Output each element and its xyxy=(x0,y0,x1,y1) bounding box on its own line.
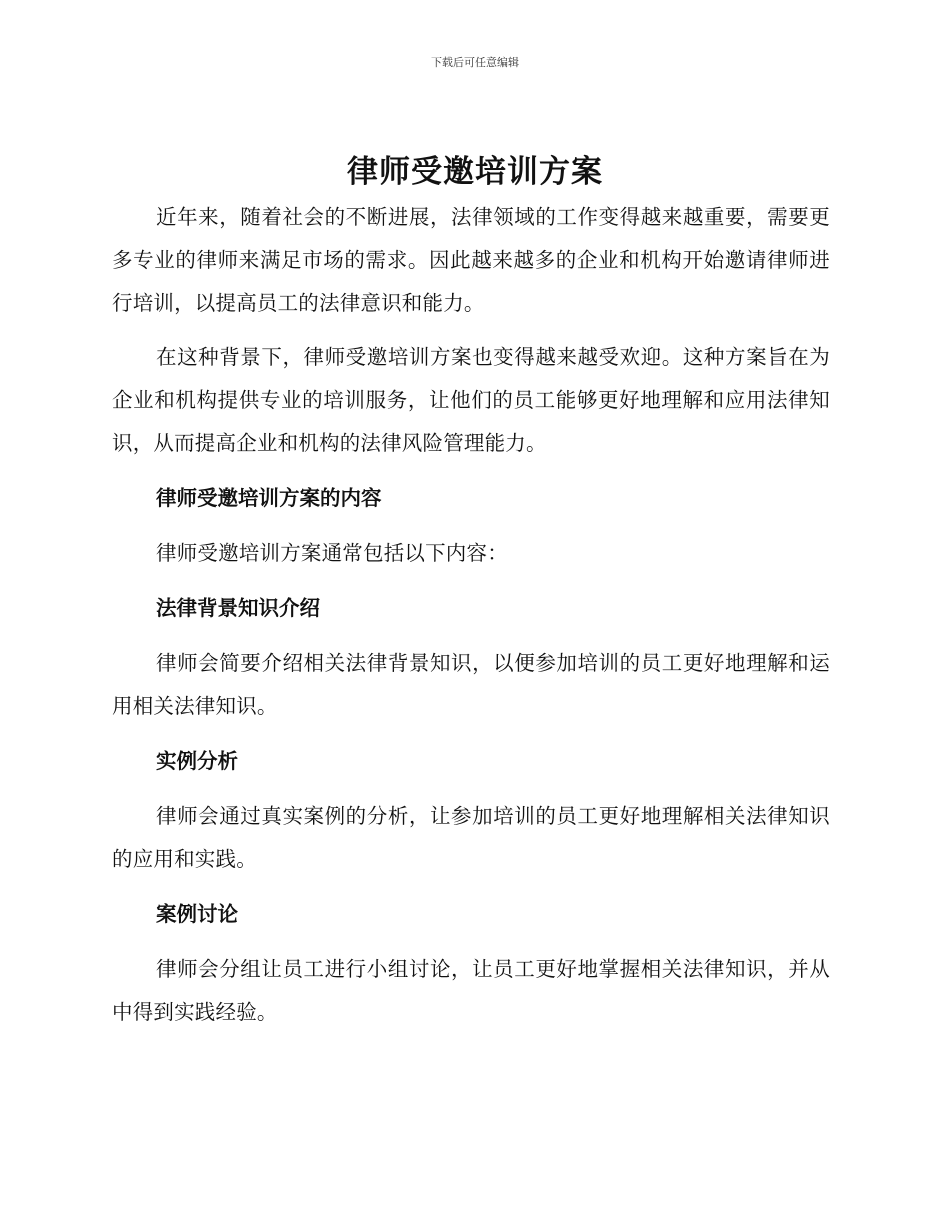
document-body xyxy=(112,196,830,1034)
paragraph-spacer xyxy=(112,630,830,642)
paragraph-spacer xyxy=(112,575,830,587)
intro-paragraph-2: 在这种背景下，律师受邀培训方案也变得越来越受欢迎。这种方案旨在为企业和机构提供专业的培训服务，让他们的员工能够更好地理解和应用法律知识，从而提高企业和机构的法律风险管理能力。 xyxy=(112,345,830,455)
section-heading-background: 法律背景知识介绍 xyxy=(156,596,320,620)
paragraph-spacer xyxy=(112,728,830,740)
case-discussion-paragraph: 律师会分组让员工进行小组讨论，让员工更好地掌握相关法律知识，并从中得到实践经验。 xyxy=(112,957,830,1024)
header-note: 下载后可任意编辑 xyxy=(431,56,519,69)
paragraph-spacer xyxy=(112,325,830,336)
section-heading-content: 律师受邀培训方案的内容 xyxy=(156,486,382,510)
paragraph-spacer xyxy=(112,881,830,893)
section-heading-case-analysis: 实例分析 xyxy=(156,749,238,773)
background-paragraph: 律师会简要介绍相关法律背景知识，以便参加培训的员工更好地理解和运用相关法律知识。 xyxy=(112,651,830,718)
case-analysis-paragraph: 律师会通过真实案例的分析，让参加培训的员工更好地理解相关法律知识的应用和实践。 xyxy=(112,804,830,871)
paragraph-spacer xyxy=(112,936,830,948)
intro-paragraph-1: 近年来，随着社会的不断进展，法律领域的工作变得越来越重要，需要更多专业的律师来满足市场的需求。因此越来越多的企业和机构开始邀请律师进行培训，以提高员工的法律意识和能力。 xyxy=(112,205,830,315)
paragraph-spacer xyxy=(112,783,830,795)
section-heading-case-discussion: 案例讨论 xyxy=(156,902,238,926)
document-title: 律师受邀培训方案 xyxy=(347,154,603,190)
paragraph-spacer xyxy=(112,465,830,477)
paragraph-spacer xyxy=(112,520,830,532)
content-intro-paragraph: 律师受邀培训方案通常包括以下内容： xyxy=(156,541,508,565)
